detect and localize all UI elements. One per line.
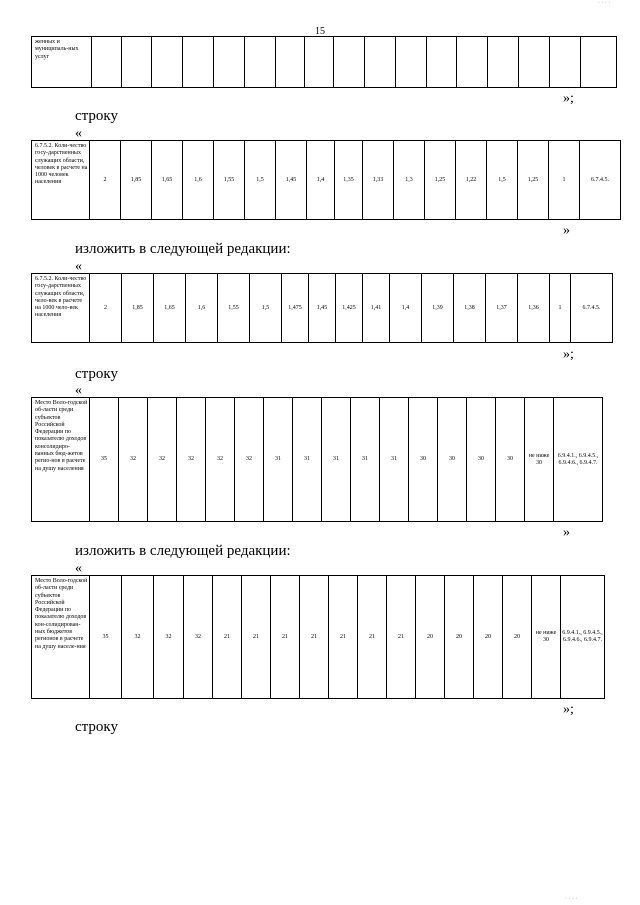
table-cell: 20 xyxy=(503,576,532,699)
table-cell: 1,22 xyxy=(456,141,487,220)
table-cell: 1,37 xyxy=(486,274,518,343)
phrase-rewrite-1: изложить в следующей редакции: xyxy=(75,241,291,257)
table-cell xyxy=(396,37,427,88)
table-cell xyxy=(183,37,214,88)
row-label: Место Воло-годской об-ласти среди субъектов Российской Федерации по показателю доходов кон-солидирован-ных бюджетов регионов в расчете на душу населе-ния xyxy=(32,576,90,699)
table-old-6752 xyxy=(31,140,621,220)
opening-quote-2: « xyxy=(75,259,82,274)
table-cell: 20 xyxy=(445,576,474,699)
row-label: женных и муниципаль-ных услуг xyxy=(32,37,92,88)
table-cell: 31 xyxy=(293,398,322,522)
table-cell xyxy=(92,37,122,88)
table-cell: 31 xyxy=(351,398,380,522)
table-cell: 1,5 xyxy=(245,141,276,220)
table-cell: 1,6 xyxy=(186,274,218,343)
table-cell: не ниже 30 xyxy=(532,576,561,699)
closing-quote-5: »; xyxy=(563,702,574,717)
table-cell: 6.9.4.1., 6.9.4.5., 6.9.4.6., 6.9.4.7. xyxy=(554,398,603,522)
table-cell: 30 xyxy=(409,398,438,522)
table-cell xyxy=(276,37,305,88)
table-row xyxy=(32,274,613,343)
table-cell: 1,33 xyxy=(363,141,394,220)
table-cell: 32 xyxy=(184,576,213,699)
table-cell: 21 xyxy=(329,576,358,699)
table-cell: не ниже 30 xyxy=(525,398,554,522)
table-row xyxy=(32,576,605,699)
table-cell: 21 xyxy=(271,576,300,699)
opening-quote-4: « xyxy=(75,561,82,576)
table-cell xyxy=(519,37,550,88)
table-cell: 1,5 xyxy=(487,141,518,220)
closing-quote-2: » xyxy=(563,223,570,238)
table-new-6752 xyxy=(31,273,613,343)
table-cell: 1,45 xyxy=(276,141,307,220)
phrase-stroku-1: строку xyxy=(75,108,118,124)
closing-quote-4: » xyxy=(563,525,570,540)
table-cell: 31 xyxy=(380,398,409,522)
table-cell: 21 xyxy=(387,576,416,699)
table-cell: 1,65 xyxy=(154,274,186,343)
table-row xyxy=(32,141,621,220)
closing-quote-3: »; xyxy=(563,347,574,362)
table-cell: 6.9.4.1., 6.9.4.5., 6.9.4.6., 6.9.4.7. xyxy=(561,576,605,699)
table-cell: 1,6 xyxy=(183,141,214,220)
table-cell xyxy=(334,37,365,88)
table-new-place xyxy=(31,575,605,699)
table-cell: 32 xyxy=(206,398,235,522)
table-cell xyxy=(457,37,488,88)
table-cell: 1,85 xyxy=(122,274,154,343)
table-cell xyxy=(365,37,396,88)
table-cell: 6.7.4.5. xyxy=(580,141,621,220)
table-cell: 2 xyxy=(90,141,121,220)
table-cell: 1,65 xyxy=(152,141,183,220)
closing-quote-1: »; xyxy=(563,91,574,106)
table-cell: 1,38 xyxy=(454,274,486,343)
table-cell: 1,475 xyxy=(282,274,309,343)
table-continuation xyxy=(31,36,617,88)
page-number: 15 xyxy=(315,26,325,37)
row-label: 6.7.5.2. Коли-чество госу-дарственных служащих области, чело-век в расчете на 1000 чело-век населения xyxy=(32,274,90,343)
phrase-rewrite-2: изложить в следующей редакции: xyxy=(75,543,291,559)
table-cell: 1,45 xyxy=(309,274,336,343)
table-cell xyxy=(305,37,334,88)
table-cell: 32 xyxy=(235,398,264,522)
table-cell: 32 xyxy=(177,398,206,522)
table-cell: 1,36 xyxy=(518,274,550,343)
table-cell: 31 xyxy=(264,398,293,522)
table-cell: 6.7.4.5. xyxy=(571,274,613,343)
corner-mark-top: · · · · xyxy=(598,0,611,6)
table-cell: 32 xyxy=(119,398,148,522)
table-cell: 21 xyxy=(242,576,271,699)
table-cell: 1,4 xyxy=(307,141,335,220)
table-cell xyxy=(214,37,245,88)
table-cell xyxy=(550,37,581,88)
table-cell: 32 xyxy=(154,576,184,699)
table-cell: 31 xyxy=(322,398,351,522)
table-cell: 1,4 xyxy=(390,274,422,343)
table-cell: 35 xyxy=(90,576,122,699)
table-cell: 30 xyxy=(467,398,496,522)
opening-quote-1: « xyxy=(75,126,82,141)
table-cell: 1,35 xyxy=(335,141,363,220)
table-cell: 21 xyxy=(358,576,387,699)
table-cell: 1,5 xyxy=(250,274,282,343)
phrase-stroku-3: строку xyxy=(75,719,118,735)
table-row xyxy=(32,398,603,522)
table-cell: 1,55 xyxy=(214,141,245,220)
table-cell: 32 xyxy=(122,576,154,699)
table-cell: 1,25 xyxy=(518,141,549,220)
table-cell: 1,41 xyxy=(363,274,390,343)
phrase-stroku-2: строку xyxy=(75,366,118,382)
table-row xyxy=(32,37,617,88)
table-cell: 1,425 xyxy=(336,274,363,343)
table-cell xyxy=(488,37,519,88)
table-cell xyxy=(427,37,457,88)
table-cell: 1,39 xyxy=(422,274,454,343)
row-label: 6.7.5.2. Коли-чество госу-дарственных служащих области, человек в расчете на 1000 человек населения xyxy=(32,141,90,220)
table-cell: 20 xyxy=(416,576,445,699)
table-cell xyxy=(581,37,617,88)
table-cell xyxy=(152,37,183,88)
table-cell xyxy=(245,37,276,88)
opening-quote-3: « xyxy=(75,383,82,398)
table-cell: 1,55 xyxy=(218,274,250,343)
table-cell: 30 xyxy=(496,398,525,522)
table-cell xyxy=(122,37,152,88)
corner-mark-bottom: · · · · xyxy=(565,896,578,902)
table-cell: 21 xyxy=(213,576,242,699)
table-cell: 20 xyxy=(474,576,503,699)
table-cell: 35 xyxy=(90,398,119,522)
table-cell: 32 xyxy=(148,398,177,522)
table-cell: 1 xyxy=(550,274,571,343)
table-cell: 1,3 xyxy=(394,141,425,220)
table-old-place xyxy=(31,397,603,522)
table-cell: 1,25 xyxy=(425,141,456,220)
table-cell: 1,85 xyxy=(121,141,152,220)
table-cell: 1 xyxy=(549,141,580,220)
table-cell: 2 xyxy=(90,274,122,343)
table-cell: 30 xyxy=(438,398,467,522)
table-cell: 21 xyxy=(300,576,329,699)
row-label: Место Воло-годской об-ласти среди субъектов Российской Федерации по показателю доходов консолидиро-ванных бюд-жетов регио-нов в расчете на душу населения xyxy=(32,398,90,522)
